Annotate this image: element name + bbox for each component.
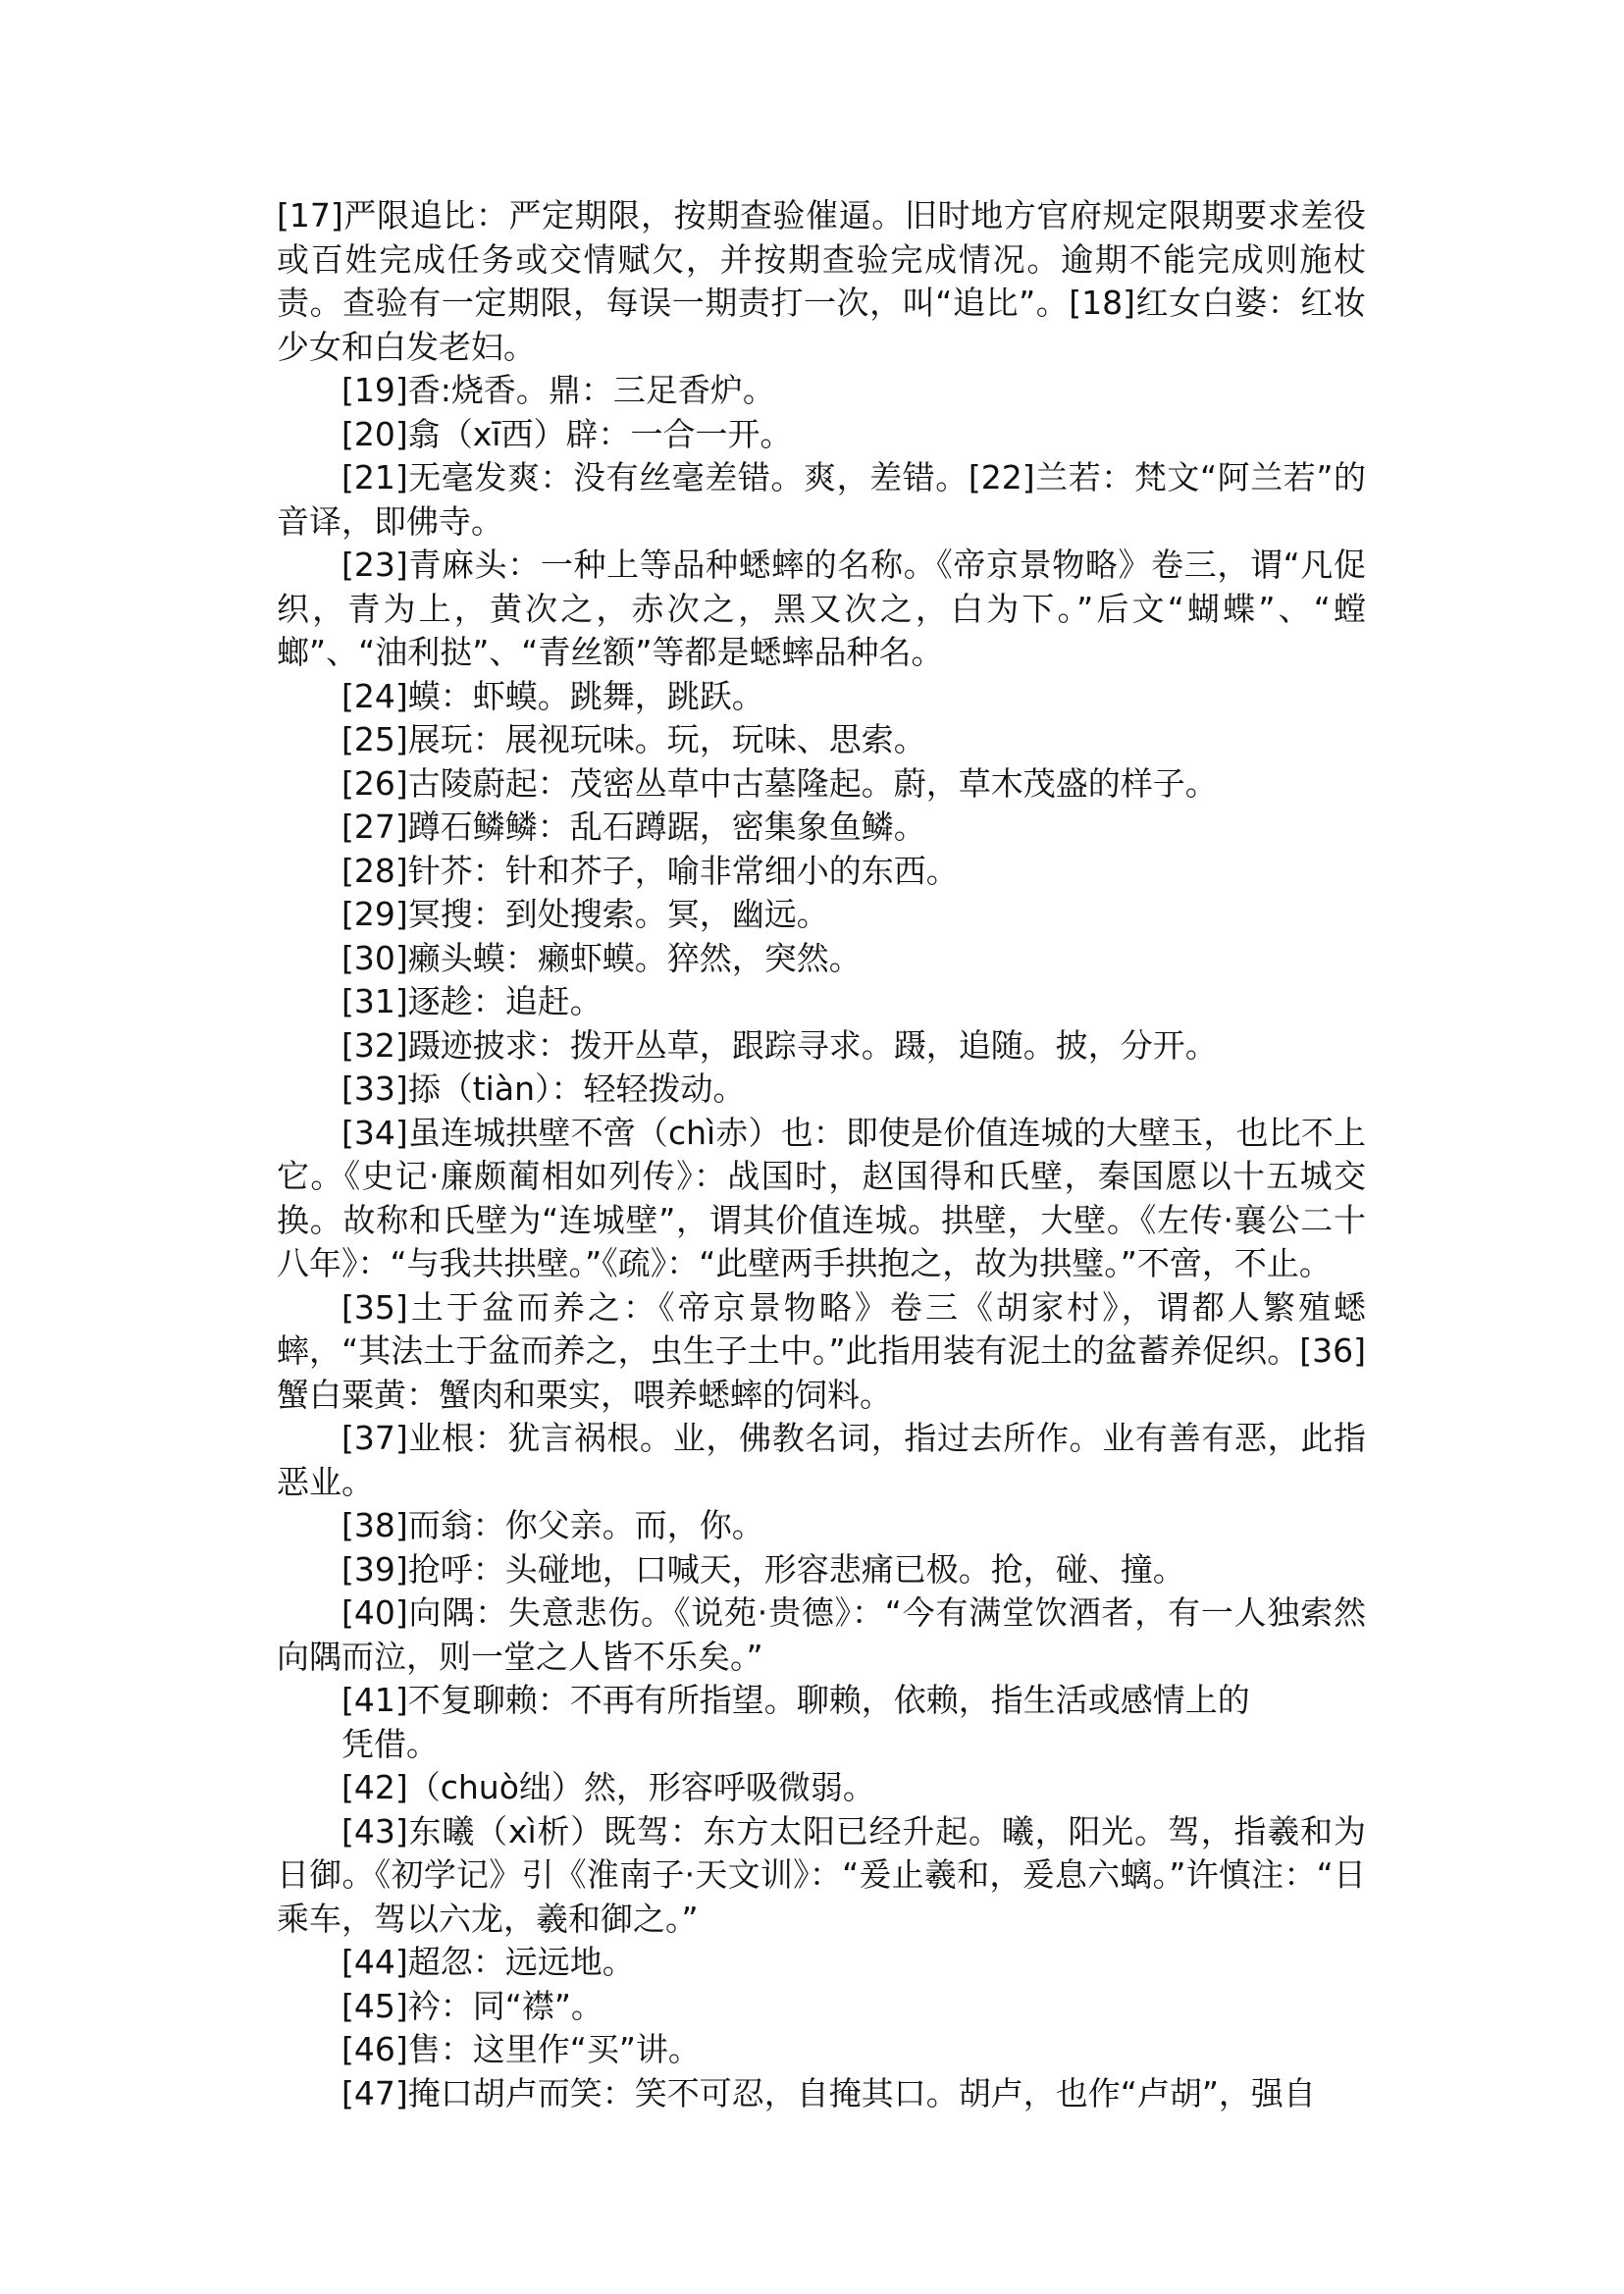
note-29: [29]冥搜：到处搜索。冥，幽远。 — [341, 895, 829, 933]
note-42: [42]（chuò绌）然，形容呼吸微弱。 — [341, 1768, 875, 1806]
note-19: [19]香:烧香。鼎：三足香炉。 — [341, 371, 775, 409]
note-38: [38]而翁：你父亲。而，你。 — [341, 1506, 764, 1544]
note-45: [45]衿：同“襟”。 — [341, 1986, 603, 2025]
note-40: [40]向隅：失意悲伤。《说苑·贵德》：“今有满堂饮酒者，有一人独索然向隅而泣，则一堂之人皆不乐矣。” — [277, 1593, 1366, 1676]
note-34: [34]虽连城拱壁不啻（chì赤）也：即使是价值连城的大壁玉，也比不上它。《史记·廉颇蔺相如列传》：战国时，赵国得和氏壁，秦国愿以十五城交换。故称和氏壁为“连城壁”，谓其价值连城。拱壁，大壁。《左传·襄公二十八年》：“与我共拱壁。”《疏》：“此壁两手拱抱之，故为拱璧。”不啻，不止。 — [277, 1113, 1366, 1282]
note-33: [33]掭（tiàn）：轻轻拨动。 — [341, 1069, 746, 1108]
note-44: [44]超忽：远远地。 — [341, 1943, 635, 1981]
note-37: [37]业根：犹言祸根。业，佛教名词，指过去所作。业有善有恶，此指恶业。 — [277, 1419, 1366, 1501]
note-27: [27]蹲石鳞鳞：乱石蹲踞，密集象鱼鳞。 — [341, 808, 926, 846]
note-32: [32]蹑迹披求：拨开丛草，跟踪寻求。蹑，追随。披，分开。 — [341, 1025, 1218, 1065]
note-26: [26]古陵蔚起：茂密丛草中古墓隆起。蔚，草木茂盛的样子。 — [341, 763, 1218, 803]
note-21-22: [21]无毫发爽：没有丝毫差错。爽，差错。[22]兰若：梵文“阿兰若”的音译，即佛寺。 — [277, 458, 1366, 541]
note-28: [28]针芥：针和芥子，喻非常细小的东西。 — [341, 851, 959, 890]
note-24: [24]蟆：虾蟆。跳舞，跳跃。 — [341, 676, 764, 715]
note-20: [20]翕（xī西）辟：一合一开。 — [341, 414, 793, 453]
note-46: [46]售：这里作“买”讲。 — [341, 2030, 701, 2068]
note-17-18: [17]严限追比：严定期限，按期查验催逼。旧时地方官府规定限期要求差役或百姓完成任务或交情赋欠，并按期查验完成情况。逾期不能完成则施杖责。查验有一定期限，每误一期责打一次，叫“追比”。[18]红女白婆：红妆少女和白发老妇。 — [277, 196, 1366, 366]
note-35-36: [35]土于盆而养之：《帝京景物略》卷三《胡家村》，谓都人繁殖蟋蟀，“其法土于盆而养之，虫生子土中。”此指用装有泥土的盆蓄养促织。[36]蟹白粟黄：蟹肉和栗实，喂养蟋蟀的饲料。 — [277, 1287, 1366, 1414]
note-31: [31]逐趁：追赶。 — [341, 982, 602, 1020]
annotation-page — [277, 194, 1366, 2115]
note-47: [47]掩口胡卢而笑：笑不可忍，自掩其口。胡卢，也作“卢胡”，强自 — [341, 2073, 1316, 2112]
note-39: [39]抢呼：头碰地，口喊天，形容悲痛已极。抢，碰、撞。 — [341, 1549, 1185, 1589]
note-23: [23]青麻头：一种上等品种蟋蟀的名称。《帝京景物略》卷三，谓“凡促织，青为上，黄次之，赤次之，黑又次之，白为下。”后文“蝴蝶”、“螳螂”、“油利挞”、“青丝额”等都是蟋蟀品种名。 — [277, 546, 1366, 671]
note-30: [30]癞头蟆：癞虾蟆。猝然，突然。 — [341, 938, 862, 977]
note-43: [43]东曦（xì析）既驾：东方太阳已经升起。曦，阳光。驾，指羲和为日御。《初学记》引《淮南子·天文训》：“爰止羲和，爰息六螭。”许慎注：“日乘车，驾以六龙，羲和御之。” — [277, 1811, 1366, 1938]
note-25: [25]展玩：展视玩味。玩，玩味、思索。 — [341, 720, 926, 758]
note-41-continuation: 凭借。 — [341, 1724, 439, 1763]
note-41: [41]不复聊赖：不再有所指望。聊赖，依赖，指生活或感情上的 — [341, 1681, 1250, 1719]
